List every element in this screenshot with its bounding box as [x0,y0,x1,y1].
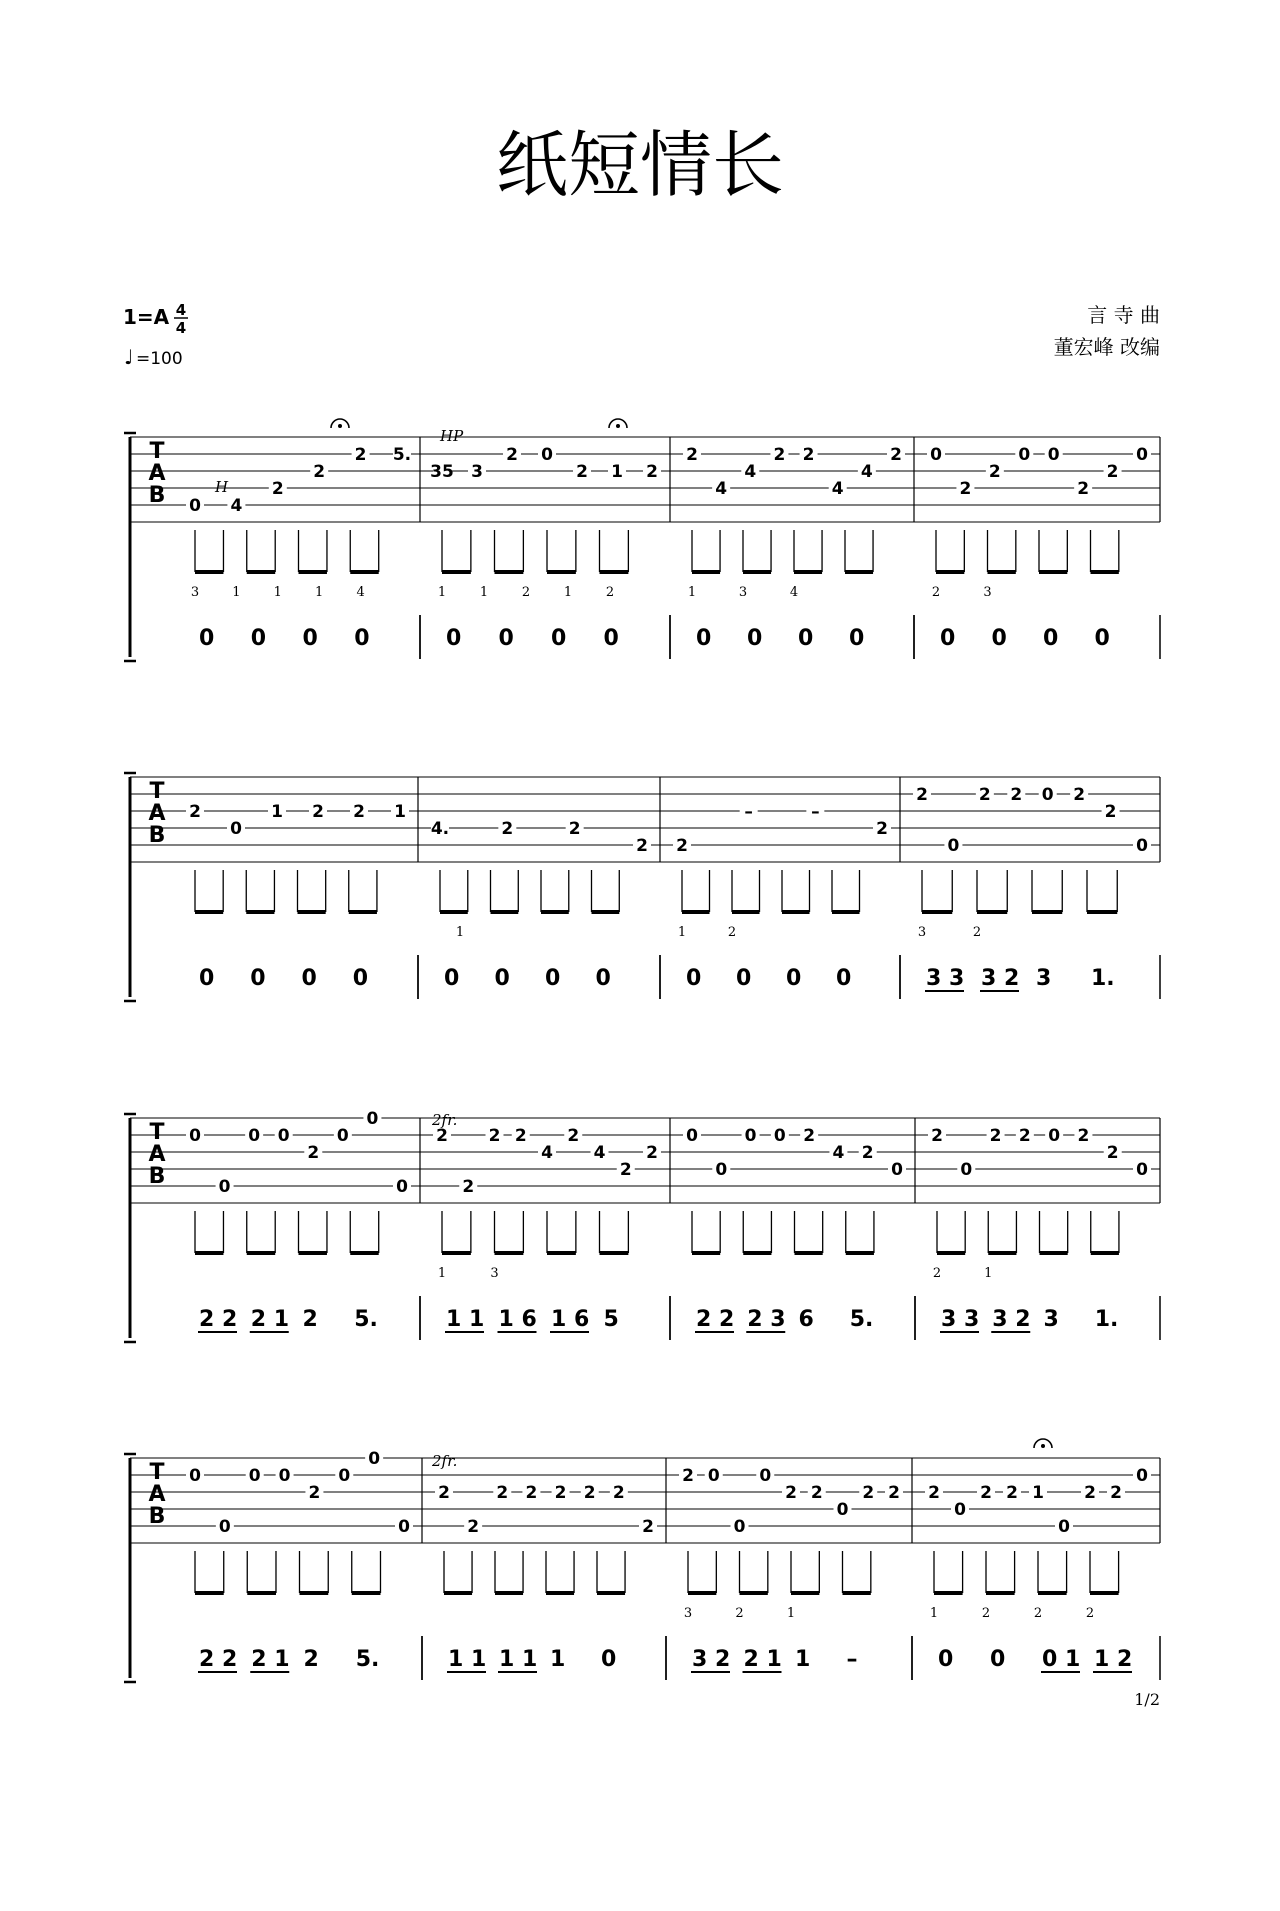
tab-fret-number: 2 [642,1517,654,1537]
jianpu-note: 2 1 [251,1647,290,1672]
tab-fret-number: 2 [271,479,284,499]
tab-clef-letter: B [148,1164,166,1189]
tab-fret-number: 0 [686,1126,698,1146]
tab-fret-number: 0 [1136,836,1148,856]
tab-fret-number: 2 [773,445,786,465]
tab-fret-number: 2 [1106,1143,1119,1163]
tab-fret-number: 2 [307,1143,320,1163]
tab-fret-number: 2 [1104,802,1117,822]
tab-fret-number: 0 [1047,445,1060,465]
tab-fret-number: 0 [744,1126,757,1146]
fingering-number: 3 [917,925,927,940]
tab-fret-number: 2 [1084,1483,1096,1503]
measure [186,1109,411,1332]
tab-clef-letter: T [149,1120,165,1145]
jianpu-note: 0 [446,626,462,651]
tab-fret-number: 2 [353,802,365,822]
tab-fret-number: 0 [230,819,242,839]
fingering-number: 1 [437,585,447,600]
fingering-number: 1 [677,925,687,940]
tab-fret-number: 0 [707,1466,720,1486]
tab-fret-number: 0 [1041,785,1054,805]
tab-fret-number: 2 [888,1483,900,1503]
tab-fret-number: 4 [541,1143,553,1163]
jianpu-note: 1 6 [551,1307,590,1332]
hammer-on-label: H [215,478,229,496]
jianpu-note: 1 [550,1647,566,1672]
jianpu-note: 0 [849,626,865,651]
tab-fret-number: 2 [682,1466,694,1486]
jianpu-note: 0 1 [1042,1647,1081,1672]
tab-fret-number: 2 [1077,1126,1090,1146]
tab-fret-number: 2 [1106,462,1119,482]
jianpu-note: 0 [250,966,266,991]
tab-fret-number: 2 [989,1126,1002,1146]
tab-fret-number: 0 [1058,1517,1070,1537]
tab-fret-number: 2 [676,836,688,856]
tab-fret-number: 2 [436,1126,448,1146]
tab-fret-number: 2 [308,1483,321,1503]
tab-fret-number: 4 [593,1143,606,1163]
jianpu-note: 3 2 [692,1647,731,1672]
tab-fret-number: 1 [394,802,406,822]
tab-clef-letter: T [149,1460,165,1485]
hammer-pull-label: HP [440,427,464,445]
jianpu-note: 1 6 [498,1307,537,1332]
page-number: 1/2 [1134,1690,1160,1709]
tab-fret-number: 2 [501,819,514,839]
tab-fret-number: 0 [891,1160,903,1180]
fingering-number: 3 [683,1606,693,1621]
fingering-number: 3 [490,1266,499,1281]
tab-fret-number: 2 [959,479,972,499]
tab-fret-number: 0 [218,1177,231,1197]
jianpu-note: 0 [786,966,802,991]
jianpu-note: 0 [836,966,852,991]
tab-fret-number: 2 [1110,1483,1122,1503]
tab-clef-letter: B [148,483,166,508]
tab-fret-number: 2 [980,1483,992,1503]
tab-fret-number: 2 [583,1483,596,1503]
tab-fret-number: 2 [568,819,581,839]
tab-fret-number: 2 [810,1483,823,1503]
measure [925,1466,1151,1672]
tab-fret-number: 2 [576,462,588,482]
measure [913,785,1151,991]
key-signature: 1=A [123,305,170,329]
fingering-number: 1 [232,585,241,600]
jianpu-note: 5. [355,1647,380,1672]
position-label: 2fr. [432,1111,458,1129]
fingering-number: 1 [479,585,489,600]
tab-fret-number: 0 [368,1449,381,1469]
measure [673,802,891,991]
jianpu-note: 0 [601,1647,617,1672]
tab-fret-number: 2 [354,445,367,465]
jianpu-note: 1 1 [448,1647,487,1672]
jianpu-note: 0 [686,966,702,991]
jianpu-note: 5. [354,1307,378,1332]
fingering-number: 2 [972,925,982,940]
fingering-number: 1 [315,585,324,600]
tab-fret-number: 0 [733,1517,746,1537]
fingering-number: 2 [931,585,941,600]
fingering-number: 3 [983,585,992,600]
jianpu-note: 0 [199,966,215,991]
fingering-number: 2 [1085,1606,1095,1621]
tab-fret-number: 1 [271,802,283,822]
tab-clef-letter: A [148,461,166,486]
tab-fret-number: 4 [715,479,728,499]
measure [683,445,905,651]
tab-fret-number: 2 [1018,1126,1031,1146]
jianpu-note: 0 [354,626,370,651]
measure [433,1126,661,1332]
jianpu-note: 0 [938,1647,954,1672]
jianpu-note: 3 [1036,966,1052,991]
tab-fret-number: 0 [1136,1160,1148,1180]
tab-fret-number: 2 [467,1517,480,1537]
jianpu-note: 0 [352,966,369,991]
jianpu-note: 0 [940,626,956,651]
tab-fret-number: 2 [890,445,902,465]
jianpu-note: 1. [1091,966,1115,991]
tab-fret-number: 0 [1018,445,1031,465]
jianpu-note: 2 2 [696,1307,735,1332]
jianpu-note: 3 3 [941,1307,980,1332]
tab-fret-number: 0 [338,1466,351,1486]
tab-fret-number: 0 [1136,1466,1148,1486]
fingering-number: 2 [1033,1606,1043,1621]
jianpu-note: 1 1 [499,1647,538,1672]
tab-fret-number: 0 [277,1126,290,1146]
fingering-number: 2 [727,925,737,940]
time-signature-bottom: 4 [175,319,187,337]
fingering-number: 2 [521,585,531,600]
tab-fret-number: 3 [471,462,483,482]
fingering-number: 4 [789,585,799,600]
jianpu-note: – [846,1647,858,1672]
measure [186,445,411,651]
tab-fret-number: 0 [336,1126,349,1146]
tab-fret-number: 2 [496,1483,509,1503]
tab-fret-number: 2 [1073,785,1086,805]
fingering-number: 1 [929,1606,939,1621]
measure [186,1449,413,1672]
tab-fret-number: – [744,802,753,822]
fingering-number: 1 [786,1606,796,1621]
measure [186,802,409,991]
tab-fret-number: 2 [636,836,648,856]
tab-fret-number: 2 [646,1143,658,1163]
jianpu-note: 0 [747,626,763,651]
jianpu-note: 5. [849,1307,874,1332]
tab-fret-number: 4 [832,1143,845,1163]
fingering-number: 4 [356,585,365,600]
jianpu-note: 2 [302,1307,318,1332]
arranger-credit: 董宏峰 改编 [1053,335,1160,359]
tab-fret-number: 1 [1032,1483,1044,1503]
tab-fret-number: 2 [862,1483,875,1503]
tab-fret-number: 4 [831,479,844,499]
tab-fret-number: 2 [1006,1483,1018,1503]
jianpu-note: 1 [795,1647,811,1672]
tab-fret-number: 2 [931,1126,943,1146]
measure [435,1483,657,1672]
jianpu-note: 0 [551,626,567,651]
jianpu-note: 6 [798,1307,814,1332]
tab-fret-number: 4. [430,819,450,839]
measure [430,445,661,651]
jianpu-note: 0 [603,626,619,651]
tab-fret-number: 0 [189,496,201,516]
measure [927,445,1151,651]
tab-fret-number: 4 [230,496,243,516]
tab-fret-number: 0 [278,1466,291,1486]
tab-fret-number: 0 [954,1500,966,1520]
jianpu-note: 2 2 [199,1647,238,1672]
tab-fret-number: 2 [312,802,324,822]
jianpu-note: 2 1 [250,1307,290,1332]
tab-fret-number: 2 [488,1126,501,1146]
time-signature-top: 4 [175,301,187,319]
tab-fret-number: 0 [759,1466,772,1486]
tab-fret-number: 2 [803,1126,816,1146]
fingering-number: 1 [984,1266,993,1281]
tab-fret-number: 2 [438,1483,450,1503]
jianpu-note: 3 [1043,1307,1059,1332]
tab-fret-number: 0 [930,445,942,465]
tab-fret-number: 0 [218,1517,231,1537]
jianpu-note: 2 1 [743,1647,782,1672]
tab-fret-number: 2 [462,1177,475,1197]
tab-fret-number: 2 [1010,785,1023,805]
jianpu-note: 0 [301,966,317,991]
tab-fret-number: 4 [860,462,873,482]
song-title: 纸短情长 [495,123,785,207]
tab-clef-letter: T [149,779,165,804]
jianpu-note: 3 2 [992,1307,1031,1332]
tab-fret-number: 0 [189,1466,201,1486]
jianpu-note: 0 [545,966,561,991]
jianpu-note: 1 1 [446,1307,485,1332]
tab-fret-number: 2 [876,819,888,839]
tab-fret-number: 2 [646,462,658,482]
tab-fret-number: – [811,802,820,822]
system-4 [124,1449,1160,1682]
jianpu-note: 3 2 [981,966,1020,991]
fingering-number: 2 [735,1606,744,1621]
fingering-number: 3 [190,585,200,600]
tab-fret-number: 0 [396,1177,408,1197]
jianpu-note: 1. [1094,1307,1119,1332]
tab-fret-number: 4 [744,462,757,482]
jianpu-note: 0 [595,966,611,991]
jianpu-note: 1 2 [1094,1647,1133,1672]
tab-fret-number: 2 [686,445,698,465]
fingering-number: 3 [738,585,748,600]
system-2 [124,773,1160,1001]
tab-fret-number: 0 [398,1517,410,1537]
fingering-number: 2 [605,585,615,600]
jianpu-note: 2 [303,1647,319,1672]
score-systems [124,419,1160,1682]
jianpu-note: 0 [444,966,460,991]
tempo-note-icon: ♩ [124,345,134,369]
tab-fret-number: 0 [715,1160,728,1180]
tab-fret-number: 2 [554,1483,567,1503]
tab-fret-number: 0 [960,1160,973,1180]
jianpu-note: 0 [798,626,814,651]
jianpu-note: 0 [696,626,712,651]
tab-fret-number: 2 [861,1143,874,1163]
tab-clef-letter: B [148,1504,166,1529]
jianpu-note: 0 [736,966,752,991]
tab-clef-letter: T [149,439,165,464]
jianpu-note: 0 [1094,626,1110,651]
fingering-number: 1 [437,1266,447,1281]
measure [683,1126,906,1332]
tab-fret-number: 2 [916,785,928,805]
tab-fret-number: 2 [506,445,518,465]
jianpu-note: 2 3 [747,1307,786,1332]
tab-fret-number: 0 [541,445,553,465]
tab-fret-number: 2 [313,462,326,482]
tab-fret-number: 0 [366,1109,379,1129]
jianpu-note: 0 [990,1647,1006,1672]
tab-fret-number: 2 [1077,479,1090,499]
tab-fret-number: 2 [978,785,991,805]
tab-fret-number: 35 [430,462,454,482]
tab-clef-letter: B [148,823,166,848]
tab-fret-number: 2 [612,1483,625,1503]
tab-clef-letter: A [148,801,166,826]
jianpu-note: 0 [494,966,510,991]
jianpu-note: 0 [991,626,1007,651]
fingering-number: 1 [563,585,573,600]
tab-fret-number: 2 [567,1126,580,1146]
jianpu-note: 0 [302,626,318,651]
tab-fret-number: 0 [773,1126,786,1146]
measure [679,1466,903,1672]
fingering-number: 2 [981,1606,991,1621]
tab-fret-number: 0 [947,836,960,856]
measure [928,1126,1151,1332]
tab-fret-number: 0 [1136,445,1148,465]
jianpu-note: 0 [498,626,514,651]
fingering-number: 1 [273,585,282,600]
tab-fret-number: 2 [514,1126,527,1146]
tab-fret-number: 0 [1048,1126,1061,1146]
tab-fret-number: 0 [189,1126,201,1146]
tab-fret-number: 2 [189,802,201,822]
jianpu-note: 0 [1043,626,1059,651]
tab-fret-number: 2 [988,462,1001,482]
tab-fret-number: 0 [248,1466,261,1486]
tempo-value: =100 [136,349,183,369]
tab-fret-number: 2 [525,1483,538,1503]
jianpu-note: 5 [603,1307,619,1332]
position-label: 2fr. [432,1452,458,1470]
tab-fret-number: 2 [802,445,815,465]
tab-clef-letter: A [148,1142,166,1167]
tab-clef-letter: A [148,1482,166,1507]
fingering-number: 2 [932,1266,942,1281]
jianpu-note: 3 3 [926,966,965,991]
tab-fret-number: 0 [248,1126,261,1146]
system-1 [124,433,1160,661]
tab-fret-number: 0 [836,1500,849,1520]
tab-fret-number: 1 [611,462,623,482]
jianpu-note: 2 2 [199,1307,238,1332]
fingering-number: 1 [687,585,697,600]
composer-credit: 言 寺 曲 [1087,303,1160,327]
tab-fret-number: 2 [928,1483,940,1503]
system-3 [124,1109,1160,1342]
tab-fret-number: 5. [392,445,412,465]
tab-fret-number: 2 [619,1160,632,1180]
fingering-number: 1 [455,925,465,940]
jianpu-note: 0 [250,626,267,651]
jianpu-note: 0 [199,626,215,651]
tab-fret-number: 2 [785,1483,797,1503]
